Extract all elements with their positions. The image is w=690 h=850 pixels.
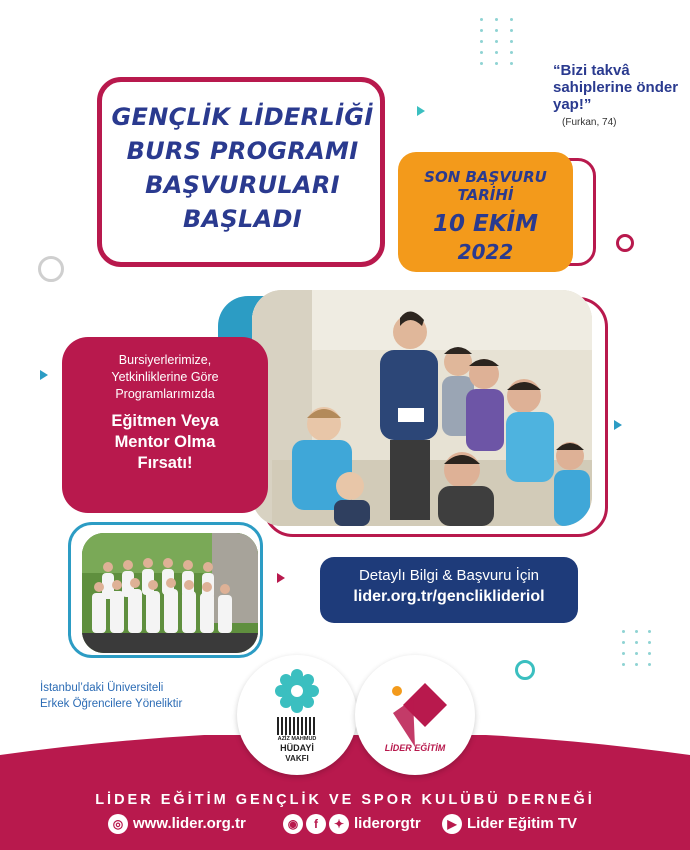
deadline-label: TARİHİ — [457, 186, 514, 204]
mentor-headline — [62, 411, 268, 474]
apply-info-button[interactable] — [320, 557, 578, 623]
title-line: GENÇLİK LİDERLİĞİ — [111, 103, 374, 131]
mentor-text — [62, 352, 268, 403]
deadline-label: SON BAŞVURU — [424, 168, 547, 186]
note-line: İstanbul’daki Üniversiteli — [40, 682, 164, 694]
note-line: Erkek Öğrencilere Yöneliktir — [40, 698, 183, 710]
mentor-opportunity-box — [62, 337, 268, 513]
hudayi-sub: VAKFI — [285, 754, 309, 763]
blue-triangle-icon — [40, 370, 48, 380]
lider-egitim-logo — [355, 655, 475, 775]
dot-grid-top — [480, 18, 513, 65]
mentor-line: Programlarımızda — [115, 387, 215, 401]
hudayi-name: HÜDAYİ — [280, 743, 314, 753]
group-photo — [82, 533, 258, 653]
red-triangle-icon — [277, 573, 285, 583]
title-line: BAŞLADI — [183, 205, 302, 233]
deadline-badge — [398, 152, 573, 272]
hudayi-top-text: AZİZ MAHMUD — [277, 736, 317, 742]
quote-source: (Furkan, 74) — [562, 117, 617, 128]
teal-triangle-icon — [417, 106, 425, 116]
red-ring-icon — [616, 234, 634, 252]
mentor-strong-line: Mentor Olma — [114, 433, 216, 451]
deadline-year: 2022 — [457, 240, 514, 264]
mentor-strong-line: Fırsatı! — [137, 454, 193, 472]
teal-ring-icon — [515, 660, 535, 680]
mentor-line: Yetkinliklerine Göre — [111, 370, 219, 384]
title-line: BAŞVURULARI — [145, 171, 340, 199]
youtube-channel[interactable]: Lider Eğitim TV — [467, 815, 578, 832]
page-title — [105, 100, 380, 236]
association-name: LİDER EĞİTİM GENÇLİK VE SPOR KULÜBÜ DERNEĞİ — [95, 792, 595, 808]
lider-logo-name: LİDER EĞİTİM — [384, 743, 446, 753]
instagram-icon[interactable]: ◉ — [283, 814, 303, 834]
twitter-icon[interactable]: ✦ — [329, 814, 349, 834]
facebook-icon[interactable]: f — [306, 814, 326, 834]
youtube-icon[interactable]: ▶ — [442, 814, 462, 834]
classroom-photo — [252, 290, 592, 526]
quote-text: “Bizi takvâ sahiplerine önder yap!” — [553, 62, 679, 113]
blue-triangle-icon — [614, 420, 622, 430]
title-line: BURS PROGRAMI — [126, 137, 359, 165]
eligibility-note — [40, 680, 182, 712]
gray-ring-icon — [38, 256, 64, 282]
website-link[interactable]: www.lider.org.tr — [133, 815, 246, 832]
apply-link[interactable]: lider.org.tr/gencliklideriol — [353, 588, 545, 605]
dot-grid-right — [622, 630, 651, 666]
mentor-strong-line: Eğitmen Veya — [111, 412, 219, 430]
deadline-date: 10 EKİM — [433, 211, 538, 237]
social-links — [0, 812, 690, 840]
mentor-line: Bursiyerlerimize, — [118, 353, 212, 367]
hudayi-logo — [237, 655, 357, 775]
apply-info-label: Detaylı Bilgi & Başvuru İçin — [358, 567, 540, 584]
globe-icon: ◎ — [108, 814, 128, 834]
social-handle[interactable]: liderorgtr — [354, 815, 421, 832]
